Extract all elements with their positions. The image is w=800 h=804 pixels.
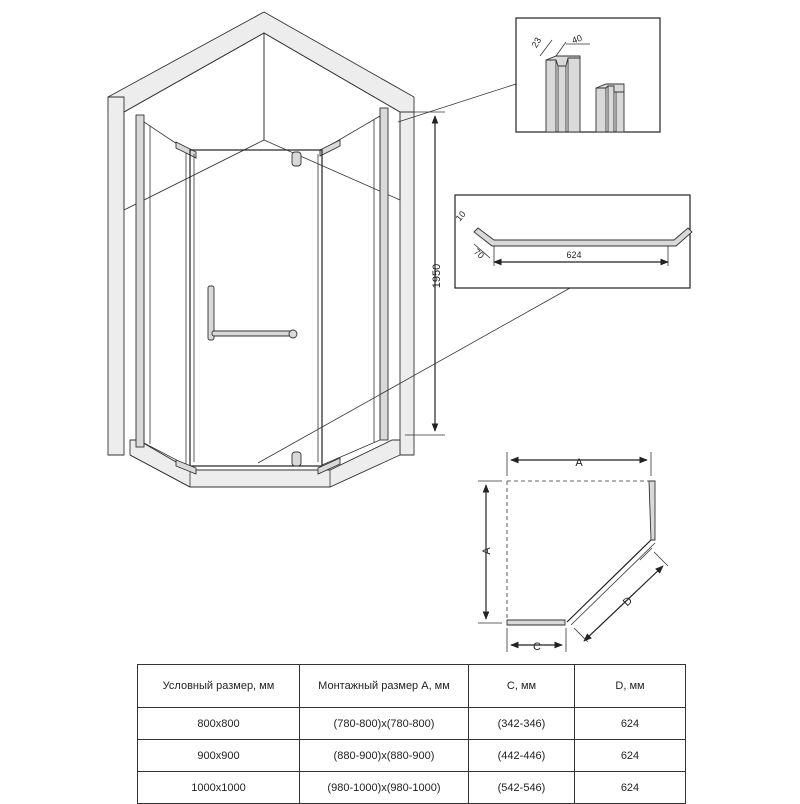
tray-width-label: 624	[566, 250, 582, 260]
profile-detail-frame	[516, 18, 660, 132]
plan-label-c: C	[533, 641, 541, 653]
plan-label-d: D	[620, 594, 635, 609]
table-row	[138, 740, 686, 772]
tray-edge-label: 10	[453, 209, 468, 224]
size-table	[137, 664, 686, 804]
table-row	[138, 708, 686, 740]
cell-nominal-size: 1000x1000	[138, 772, 300, 804]
header-c: С, мм	[469, 665, 575, 708]
cell-c: (542-546)	[469, 772, 575, 804]
plan-view	[478, 452, 668, 653]
plan-label-a-top: A	[575, 457, 583, 469]
cell-c: (342-346)	[469, 708, 575, 740]
cell-mounting-size: (980-1000)x(980-1000)	[300, 772, 469, 804]
cell-d: 624	[575, 740, 686, 772]
cell-c: (442-446)	[469, 740, 575, 772]
profile-dim-b: 40	[570, 32, 584, 46]
cell-mounting-size: (780-800)x(780-800)	[300, 708, 469, 740]
header-d: D, мм	[575, 665, 686, 708]
right-wall	[400, 112, 414, 455]
cell-d: 624	[575, 708, 686, 740]
towel-bar	[212, 331, 296, 336]
left-wall	[108, 97, 124, 455]
plan-label-a-side: A	[481, 547, 493, 555]
right-glass-panel	[322, 116, 380, 465]
table-header-row	[138, 665, 686, 708]
tray-detail	[258, 195, 692, 463]
left-wall-profile	[136, 115, 144, 447]
profile-detail	[398, 18, 660, 132]
profile-dim-a: 23	[529, 35, 544, 50]
cell-d: 624	[575, 772, 686, 804]
header-mounting-size: Монтажный размер A, мм	[300, 665, 469, 708]
header-nominal-size: Условный размер, мм	[138, 665, 300, 708]
wall-top-cap	[108, 12, 414, 112]
tray-depth-label: 70	[471, 246, 486, 261]
shower-enclosure-view	[108, 12, 414, 487]
top-hinge	[292, 152, 301, 166]
right-wall-profile	[380, 108, 388, 440]
table-row	[138, 772, 686, 804]
cell-nominal-size: 800x800	[138, 708, 300, 740]
bottom-hinge	[292, 452, 301, 466]
shower-tray	[130, 440, 400, 487]
height-label: 1950	[431, 263, 443, 289]
cell-nominal-size: 900x900	[138, 740, 300, 772]
cell-mounting-size: (880-900)x(880-900)	[300, 740, 469, 772]
